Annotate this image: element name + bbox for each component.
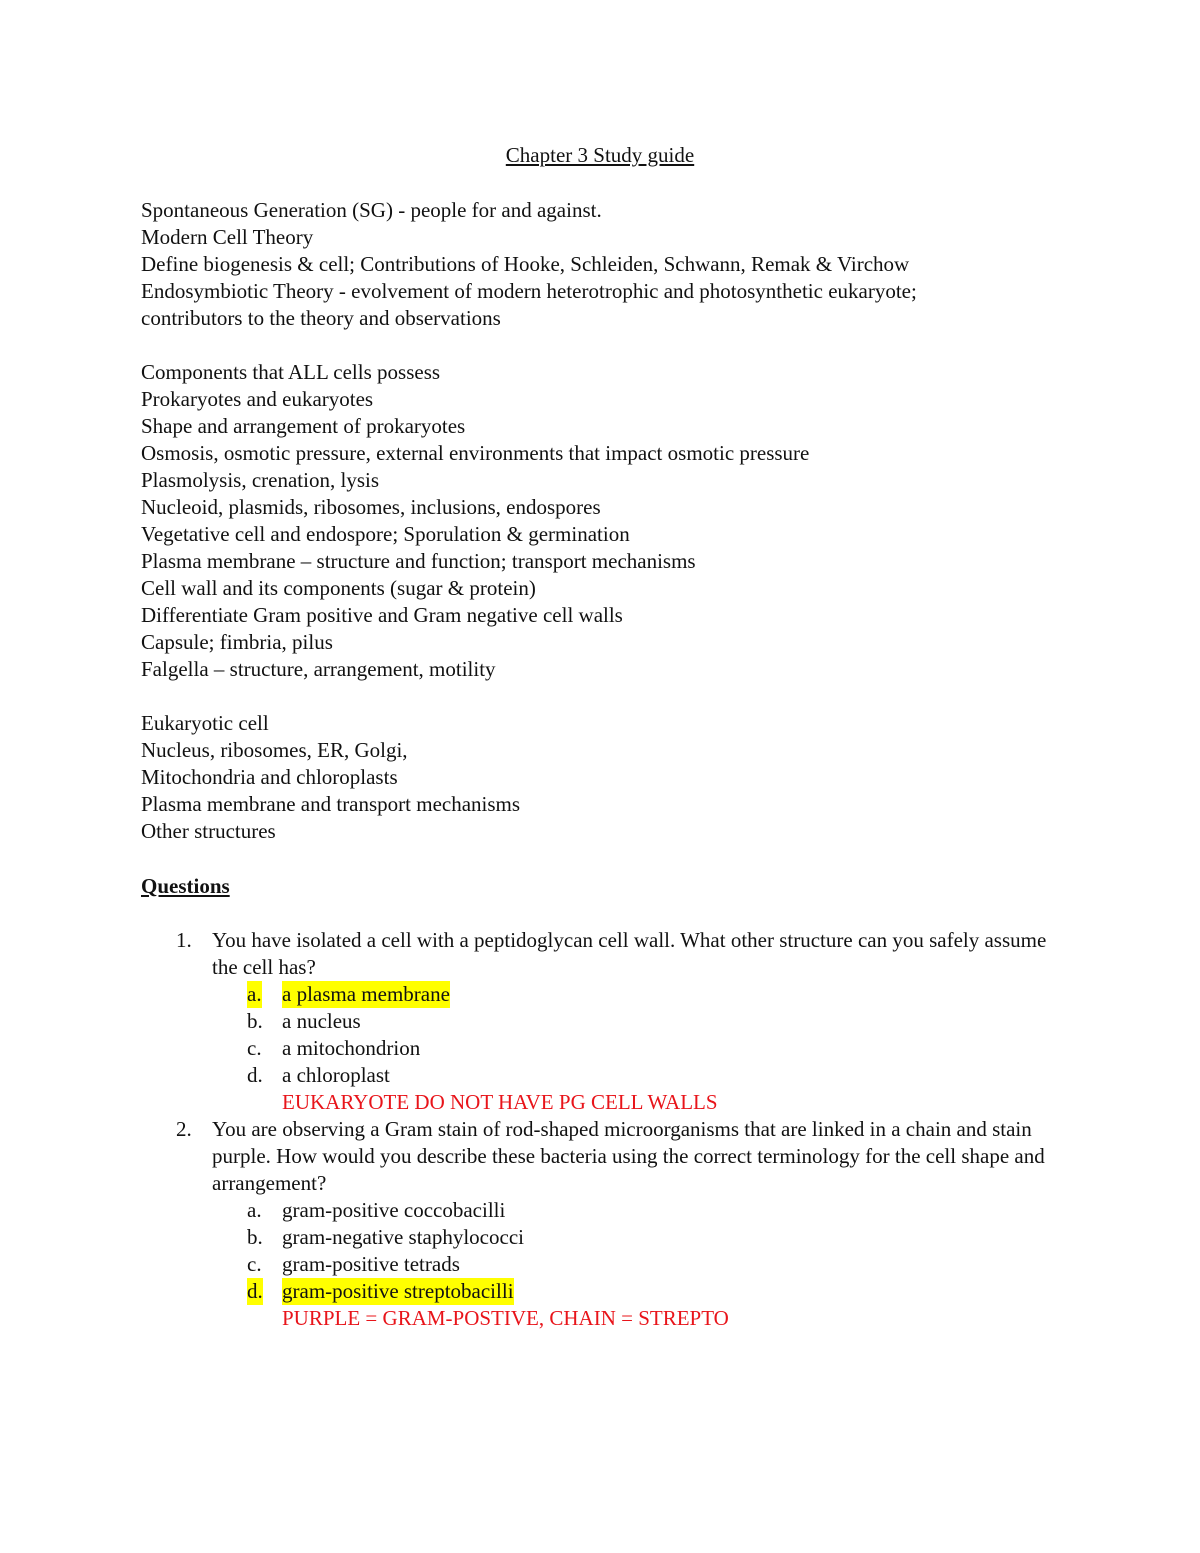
option-letter: b. xyxy=(247,1225,263,1249)
answer-option xyxy=(141,1251,1061,1278)
topic-line: Shape and arrangement of prokaryotes xyxy=(141,414,466,438)
topic-line: Falgella – structure, arrangement, motility xyxy=(141,657,496,681)
question-text: You have isolated a cell with a peptidoglycan cell wall. What other structure can you safely assume the cell has? xyxy=(212,928,1047,979)
option-text-correct: gram-positive streptobacilli xyxy=(282,1279,514,1303)
question-1 xyxy=(141,927,1061,1116)
topics-section-prokaryotes xyxy=(141,359,1061,683)
topic-line: Plasma membrane – structure and function; transport mechanisms xyxy=(141,549,696,573)
topic-line: Plasmolysis, crenation, lysis xyxy=(141,468,379,492)
topic-line: Mitochondria and chloroplasts xyxy=(141,765,398,789)
questions-heading: Questions xyxy=(141,874,230,898)
topic-line: Nucleoid, plasmids, ribosomes, inclusions, endospores xyxy=(141,495,601,519)
question-2 xyxy=(141,1116,1061,1332)
answer-option xyxy=(141,1062,1061,1089)
question-text: You are observing a Gram stain of rod-shaped microorganisms that are linked in a chain and stain purple. How would you describe these bacteria using the correct terminology for the cell shape and arrangement? xyxy=(212,1117,1045,1195)
topic-line: contributors to the theory and observations xyxy=(141,306,501,330)
answer-option xyxy=(141,1224,1061,1251)
option-text: gram-positive tetrads xyxy=(282,1252,460,1276)
option-letter: d. xyxy=(247,1279,263,1303)
answer-option xyxy=(141,1035,1061,1062)
topics-section-eukaryotes xyxy=(141,710,1061,845)
option-letter: c. xyxy=(247,1252,262,1276)
topic-line: Plasma membrane and transport mechanisms xyxy=(141,792,521,816)
topic-line: Modern Cell Theory xyxy=(141,225,314,249)
option-text: a mitochondrion xyxy=(282,1036,421,1060)
topics-section-intro xyxy=(141,197,1061,332)
answer-explanation: EUKARYOTE DO NOT HAVE PG CELL WALLS xyxy=(282,1090,718,1114)
answer-option xyxy=(141,1197,1061,1224)
questions-list xyxy=(141,927,1061,1332)
answer-option xyxy=(141,1008,1061,1035)
answer-explanation: PURPLE = GRAM-POSTIVE, CHAIN = STREPTO xyxy=(282,1306,729,1330)
topic-line: Endosymbiotic Theory - evolvement of modern heterotrophic and photosynthetic eukaryote; xyxy=(141,279,917,303)
topic-line: Prokaryotes and eukaryotes xyxy=(141,387,374,411)
topic-line: Spontaneous Generation (SG) - people for and against. xyxy=(141,198,602,222)
option-letter: a. xyxy=(247,1198,262,1222)
option-letter: c. xyxy=(247,1036,262,1060)
option-letter: a. xyxy=(247,982,262,1006)
topic-line: Components that ALL cells possess xyxy=(141,360,441,384)
topic-line: Nucleus, ribosomes, ER, Golgi, xyxy=(141,738,408,762)
option-text-correct: a plasma membrane xyxy=(282,982,450,1006)
topic-line: Eukaryotic cell xyxy=(141,711,269,735)
topic-line: Capsule; fimbria, pilus xyxy=(141,630,333,654)
option-letter: d. xyxy=(247,1063,263,1087)
answer-option xyxy=(141,1278,1061,1305)
option-text: gram-positive coccobacilli xyxy=(282,1198,506,1222)
answer-option xyxy=(141,981,1061,1008)
option-text: a nucleus xyxy=(282,1009,361,1033)
topic-line: Define biogenesis & cell; Contributions of Hooke, Schleiden, Schwann, Remak & Virchow xyxy=(141,252,910,276)
option-text: gram-negative staphylococci xyxy=(282,1225,524,1249)
topic-line: Vegetative cell and endospore; Sporulation & germination xyxy=(141,522,630,546)
question-number: 2. xyxy=(176,1117,192,1141)
question-number: 1. xyxy=(176,928,192,952)
topic-line: Other structures xyxy=(141,819,276,843)
topic-line: Cell wall and its components (sugar & protein) xyxy=(141,576,536,600)
topic-line: Osmosis, osmotic pressure, external environments that impact osmotic pressure xyxy=(141,441,810,465)
option-letter: b. xyxy=(247,1009,263,1033)
topic-line: Differentiate Gram positive and Gram negative cell walls xyxy=(141,603,623,627)
page-title: Chapter 3 Study guide xyxy=(505,143,695,167)
option-text: a chloroplast xyxy=(282,1063,390,1087)
